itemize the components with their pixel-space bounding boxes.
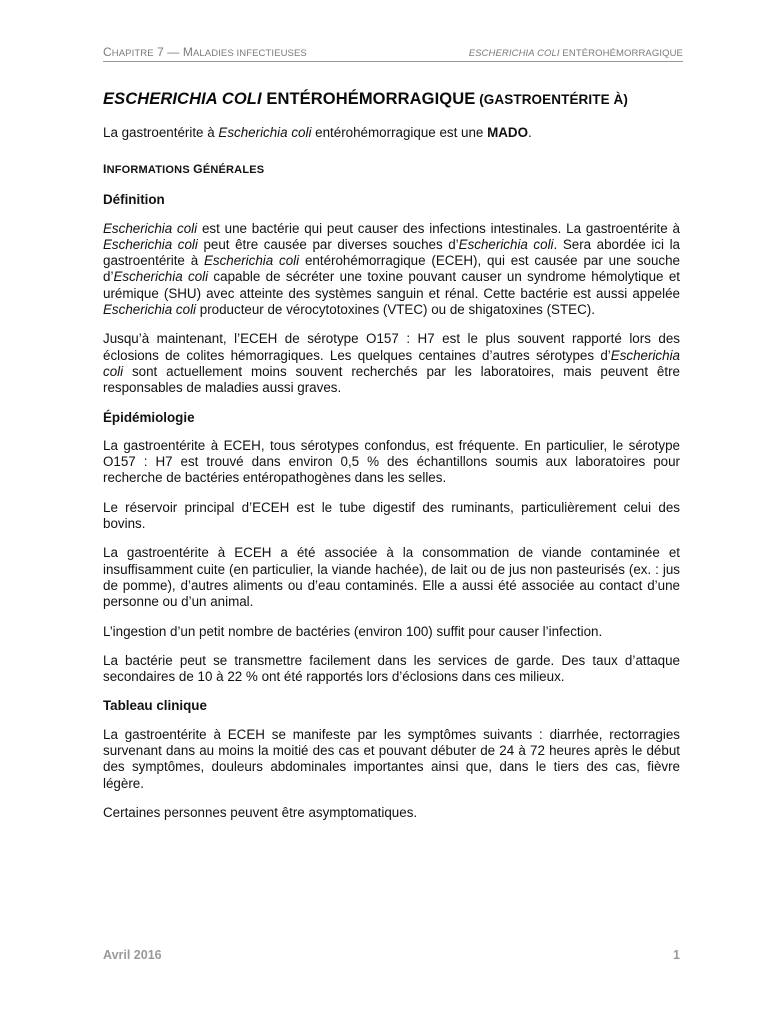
footer-date: Avril 2016 (103, 948, 162, 962)
tableau-paragraph-1: La gastroentérite à ECEH se manifeste par les symptômes suivants : diarrhée, rectorragies survenant dans au moins la moitié des cas et pouvant débuter de 24 à 72 heures après le début des symptômes, douleurs abdominales importantes ainsi que, dans le tiers des cas, fièvre légère. (103, 726, 680, 791)
epidemiologie-paragraph-1: La gastroentérite à ECEH, tous sérotypes confondus, est fréquente. En particulier, le sérotype O157 : H7 est trouvé dans environ 0,5 % des échantillons soumis aux laboratoires pour recherche de bactéries entéropathogènes dans les selles. (103, 437, 680, 486)
page-footer (103, 948, 680, 962)
page-number: 1 (673, 948, 680, 962)
header-chapter: CHAPITRE 7 — MALADIES INFECTIEUSES (103, 45, 307, 59)
page-content (103, 90, 680, 821)
heading-definition: Définition (103, 192, 165, 208)
running-header (103, 45, 683, 62)
epidemiologie-paragraph-2: Le réservoir principal d’ECEH est le tube digestif des ruminants, particulièrement celui des bovins. (103, 499, 680, 532)
epidemiologie-paragraph-3: La gastroentérite à ECEH a été associée à la consommation de viande contaminée et insuffisamment cuite (en particulier, la viande hachée), de lait ou de jus non pasteurisés (ex. : jus de pomme), d’autres aliments ou d’eau contaminés. Elle a aussi été associée au contact d’une personne ou d’un animal. (103, 545, 680, 610)
heading-tableau-clinique: Tableau clinique (103, 698, 207, 714)
definition-paragraph-2: Jusqu’à maintenant, l’ECEH de sérotype O157 : H7 est le plus souvent rapporté lors des éclosions de colites hémorragiques. Les quelques centaines d’autres sérotypes d’Escherichia coli sont actuellement moins souvent recherchés par les laboratoires, mais peuvent être responsables de maladies aussi graves. (103, 331, 680, 396)
epidemiologie-paragraph-5: La bactérie peut se transmettre facilement dans les services de garde. Des taux d’attaque secondaires de 10 à 22 % ont été rapportés lors d’éclosions dans ces milieux. (103, 652, 680, 685)
heading-epidemiologie: Épidémiologie (103, 409, 195, 425)
tableau-paragraph-2: Certaines personnes peuvent être asymptomatiques. (103, 804, 418, 820)
section-heading: INFORMATIONS GÉNÉRALES (103, 162, 265, 177)
intro-paragraph: La gastroentérite à Escherichia coli entérohémorragique est une MADO. (103, 125, 532, 140)
header-topic: ESCHERICHIA COLI ENTÉROHÉMORRAGIQUE (468, 48, 683, 59)
definition-paragraph-1: Escherichia coli est une bactérie qui peut causer des infections intestinales. La gastroentérite à Escherichia coli peut être causée par diverses souches d’Escherichia coli. Sera abordée ici la gastroentérite à Escherichia coli entérohémorragique (ECEH), qui est causée par une souche d’Escherichia coli capable de sécréter une toxine pouvant causer un syndrome hémolytique et urémique (SHU) avec atteinte des systèmes sanguin et rénal. Cette bactérie est aussi appelée Escherichia coli producteur de vérocytotoxines (VTEC) ou de shigatoxines (STEC). (103, 220, 680, 318)
epidemiologie-paragraph-4: L’ingestion d’un petit nombre de bactéries (environ 100) suffit pour causer l’infection. (103, 623, 603, 639)
page-title: ESCHERICHIA COLI ENTÉROHÉMORRAGIQUE (GASTROENTÉRITE À) (103, 90, 628, 108)
